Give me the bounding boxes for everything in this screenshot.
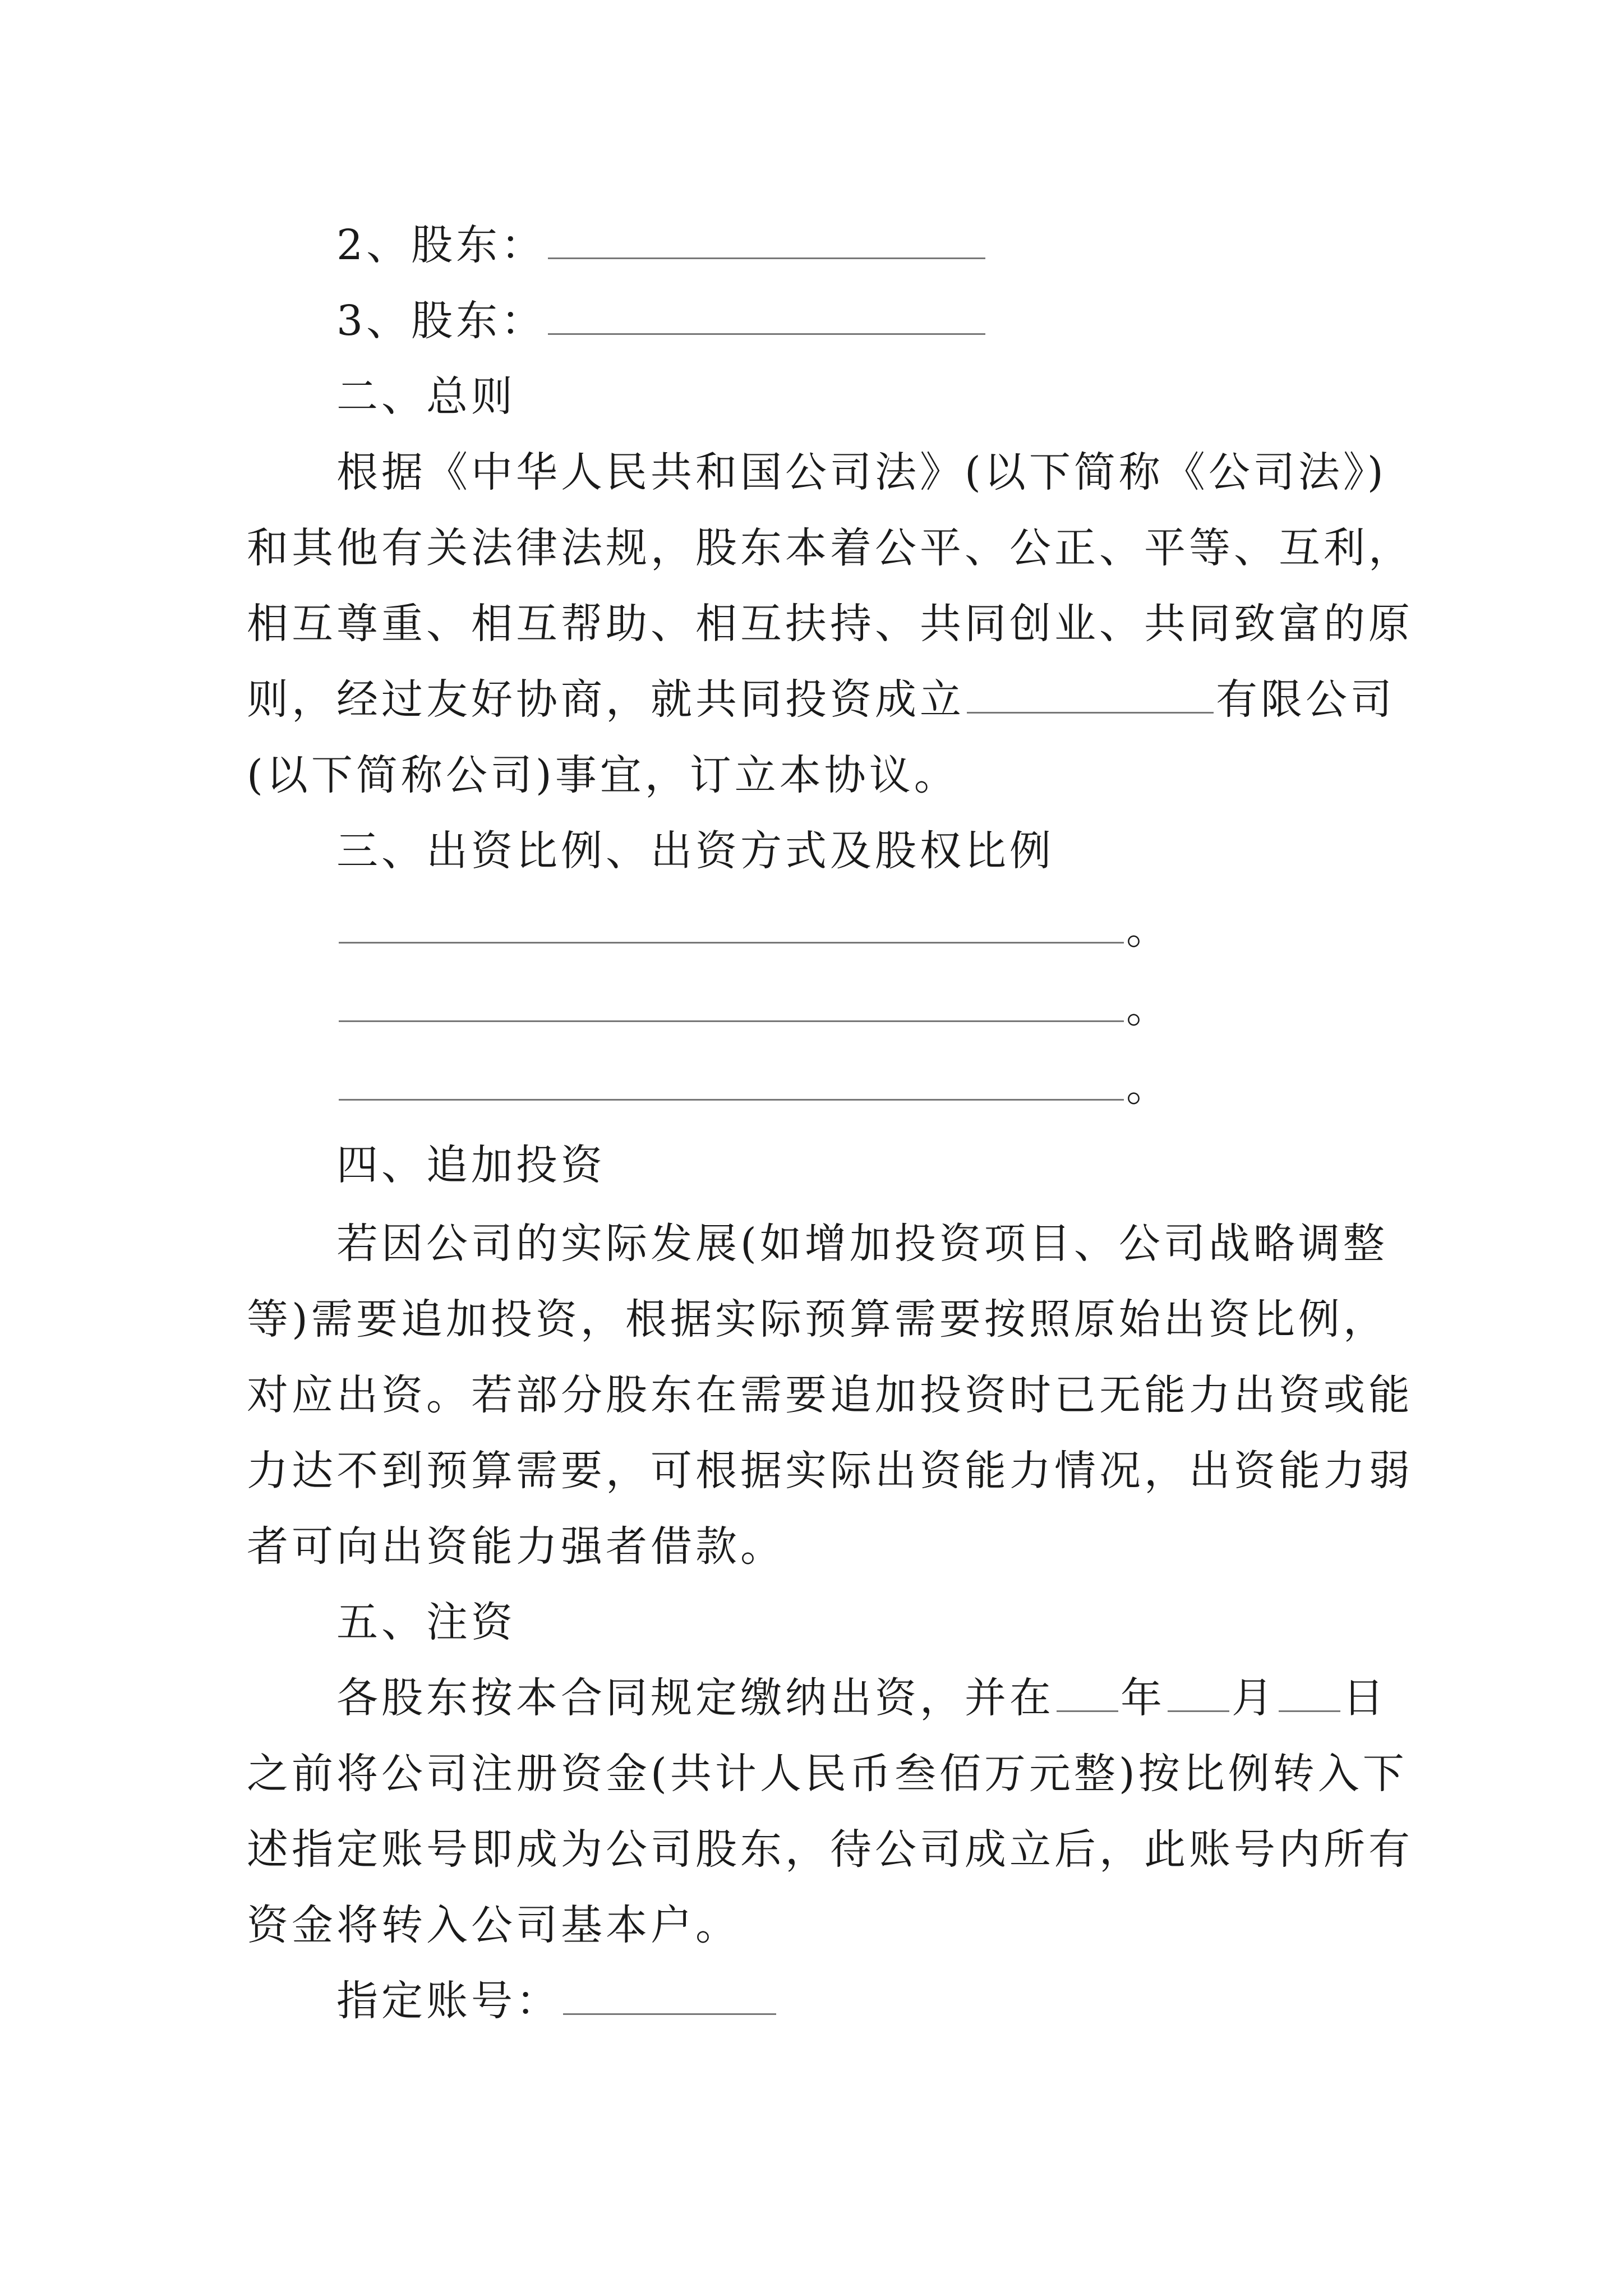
ratio-blank-line-3 — [336, 1062, 1469, 1111]
paragraph-line: (以下简称公司)事宜，订立本协议。 — [247, 751, 959, 799]
shareholder-2-label: 2、股东： — [336, 221, 546, 269]
paragraph-line-company — [247, 675, 1395, 724]
period-mark: 。 — [1126, 1062, 1171, 1111]
account-line — [336, 1977, 1469, 2025]
section-5-heading: 五、注资 — [336, 1598, 516, 1646]
company-suffix-text: 有限公司 — [1216, 675, 1395, 724]
date-intro-text: 各股东按本合同规定缴纳出资，并在 — [336, 1674, 1054, 1722]
account-label: 指定账号： — [336, 1977, 561, 2025]
year-label: 年 — [1121, 1674, 1165, 1722]
ratio-blank-1[interactable] — [339, 936, 1124, 944]
day-blank[interactable] — [1279, 1705, 1340, 1712]
shareholder-3-blank[interactable] — [548, 328, 985, 335]
section-2-heading: 二、总则 — [336, 372, 516, 421]
paragraph-line: 等)需要追加投资，根据实际预算需要按照原始出资比例， — [247, 1295, 1388, 1343]
paragraph-line: 若因公司的实际发展(如增加投资项目、公司战略调整 — [336, 1220, 1388, 1268]
shareholder-3-label: 3、股东： — [336, 297, 546, 345]
paragraph-line-date — [336, 1674, 1469, 1722]
paragraph-line: 相互尊重、相互帮助、相互扶持、共同创业、共同致富的原 — [247, 600, 1413, 648]
shareholder-2-line — [336, 221, 1469, 269]
company-intro-text: 则，经过友好协商，就共同投资成立 — [247, 675, 965, 724]
paragraph-line: 资金将转入公司基本户。 — [247, 1901, 740, 1949]
year-blank[interactable] — [1057, 1705, 1118, 1712]
day-label: 日 — [1343, 1674, 1387, 1722]
paragraph-line: 对应出资。若部分股东在需要追加投资时已无能力出资或能 — [247, 1371, 1413, 1419]
paragraph-line: 和其他有关法律法规，股东本着公平、公正、平等、互利， — [247, 524, 1413, 572]
month-label: 月 — [1232, 1674, 1276, 1722]
paragraph-line: 之前将公司注册资金(共计人民币叁佰万元整)按比例转入下 — [247, 1750, 1408, 1798]
paragraph-line: 力达不到预算需要，可根据实际出资能力情况，出资能力弱 — [247, 1447, 1413, 1495]
paragraph-line: 者可向出资能力强者借款。 — [247, 1522, 785, 1571]
period-mark: 。 — [1126, 905, 1171, 954]
paragraph-line: 根据《中华人民共和国公司法》(以下简称《公司法》) — [336, 448, 1387, 496]
paragraph-line: 述指定账号即成为公司股东，待公司成立后，此账号内所有 — [247, 1825, 1413, 1874]
section-4-heading: 四、追加投资 — [336, 1141, 606, 1189]
section-3-heading: 三、出资比例、出资方式及股权比例 — [336, 827, 1054, 875]
month-blank[interactable] — [1168, 1705, 1229, 1712]
company-name-blank[interactable] — [967, 706, 1214, 714]
shareholder-2-blank[interactable] — [548, 252, 985, 259]
shareholder-3-line — [336, 297, 1469, 345]
ratio-blank-3[interactable] — [339, 1093, 1124, 1101]
account-blank[interactable] — [563, 2008, 776, 2015]
ratio-blank-line-1 — [336, 905, 1469, 954]
ratio-blank-line-2 — [336, 984, 1469, 1032]
ratio-blank-2[interactable] — [339, 1015, 1124, 1022]
period-mark: 。 — [1126, 984, 1171, 1032]
